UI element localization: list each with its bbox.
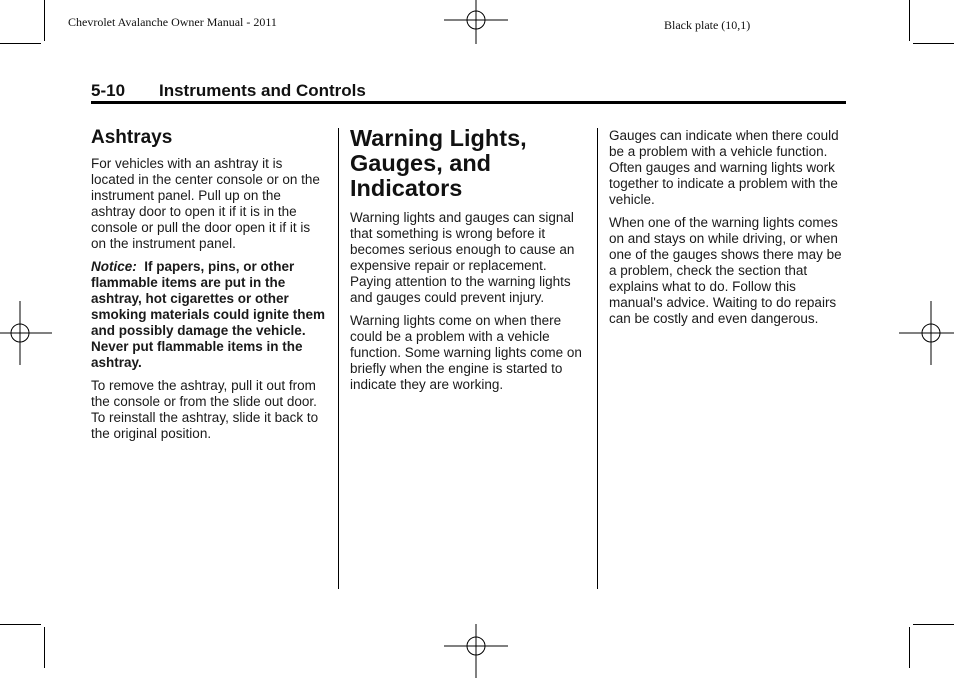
ashtrays-paragraph: For vehicles with an ashtray it is located in the center console or on the instrument panel. Pull up on the ashtray door to open it if it is in the console or pull the door open it if it is on the instrument panel. — [91, 156, 320, 251]
page-number: 5-10 — [91, 81, 126, 100]
manual-title: Chevrolet Avalanche Owner Manual - 2011 — [68, 15, 277, 29]
warning-lights-heading: Warning Lights, Gauges, and Indicators — [350, 125, 527, 201]
heading-rule — [91, 101, 846, 104]
column-divider-left — [338, 128, 339, 589]
notice-label: Notice: — [91, 259, 137, 274]
section-title: Instruments and Controls — [159, 81, 366, 100]
notice-text: If papers, pins, or other flammable items are put in the ashtray, hot cigarettes or other smoking materials could ignite them and possibly damage the vehicle. Never put flammable items in the ashtray. — [91, 259, 326, 370]
crop-mark-top-left-vertical — [44, 0, 45, 41]
registration-mark-right — [899, 301, 954, 365]
notice-block — [91, 259, 327, 371]
crop-mark-top-right-vertical — [909, 0, 910, 41]
gauges-paragraph: Gauges can indicate when there could be a problem with a vehicle function. Often gauges and warning lights work together to indicate a problem with the vehicle. — [609, 128, 839, 207]
registration-mark-left — [0, 301, 52, 365]
plate-label: Black plate (10,1) — [664, 18, 751, 32]
warning-lights-paragraph-1: Warning lights and gauges can signal that something is wrong before it becomes serious enough to cause an expensive repair or replacement. Paying attention to the warning lights and gauges could prevent injury. — [350, 210, 575, 305]
registration-mark-top — [444, 0, 508, 54]
ashtrays-heading: Ashtrays — [91, 127, 173, 148]
column-divider-right — [597, 128, 598, 589]
warning-lights-paragraph-2: Warning lights come on when there could be a problem with a vehicle function. Some warning lights come on briefly when the engine is started to indicate they are working. — [350, 313, 582, 392]
left-column — [91, 124, 327, 449]
crop-mark-bottom-right-vertical — [909, 627, 910, 668]
warning-lights-advice-paragraph: When one of the warning lights comes on and stays on while driving, or when one of the gauges shows there may be a problem, check the section that explains what to do. Follow this manual's advice. Waiting to do repairs can be costly and even dangerous. — [609, 215, 842, 326]
middle-column — [350, 124, 588, 400]
registration-mark-bottom — [444, 614, 508, 678]
crop-mark-bottom-left-vertical — [44, 627, 45, 668]
crop-mark-bottom-left-horizontal — [0, 624, 41, 625]
ashtrays-remove-paragraph: To remove the ashtray, pull it out from the console or from the slide out door. To reinstall the ashtray, slide it back to the original position. — [91, 378, 319, 441]
crop-mark-top-left-horizontal — [0, 43, 41, 44]
right-column — [609, 128, 849, 334]
crop-mark-top-right-horizontal — [913, 43, 954, 44]
page-heading — [91, 81, 846, 101]
crop-mark-bottom-right-horizontal — [913, 624, 954, 625]
